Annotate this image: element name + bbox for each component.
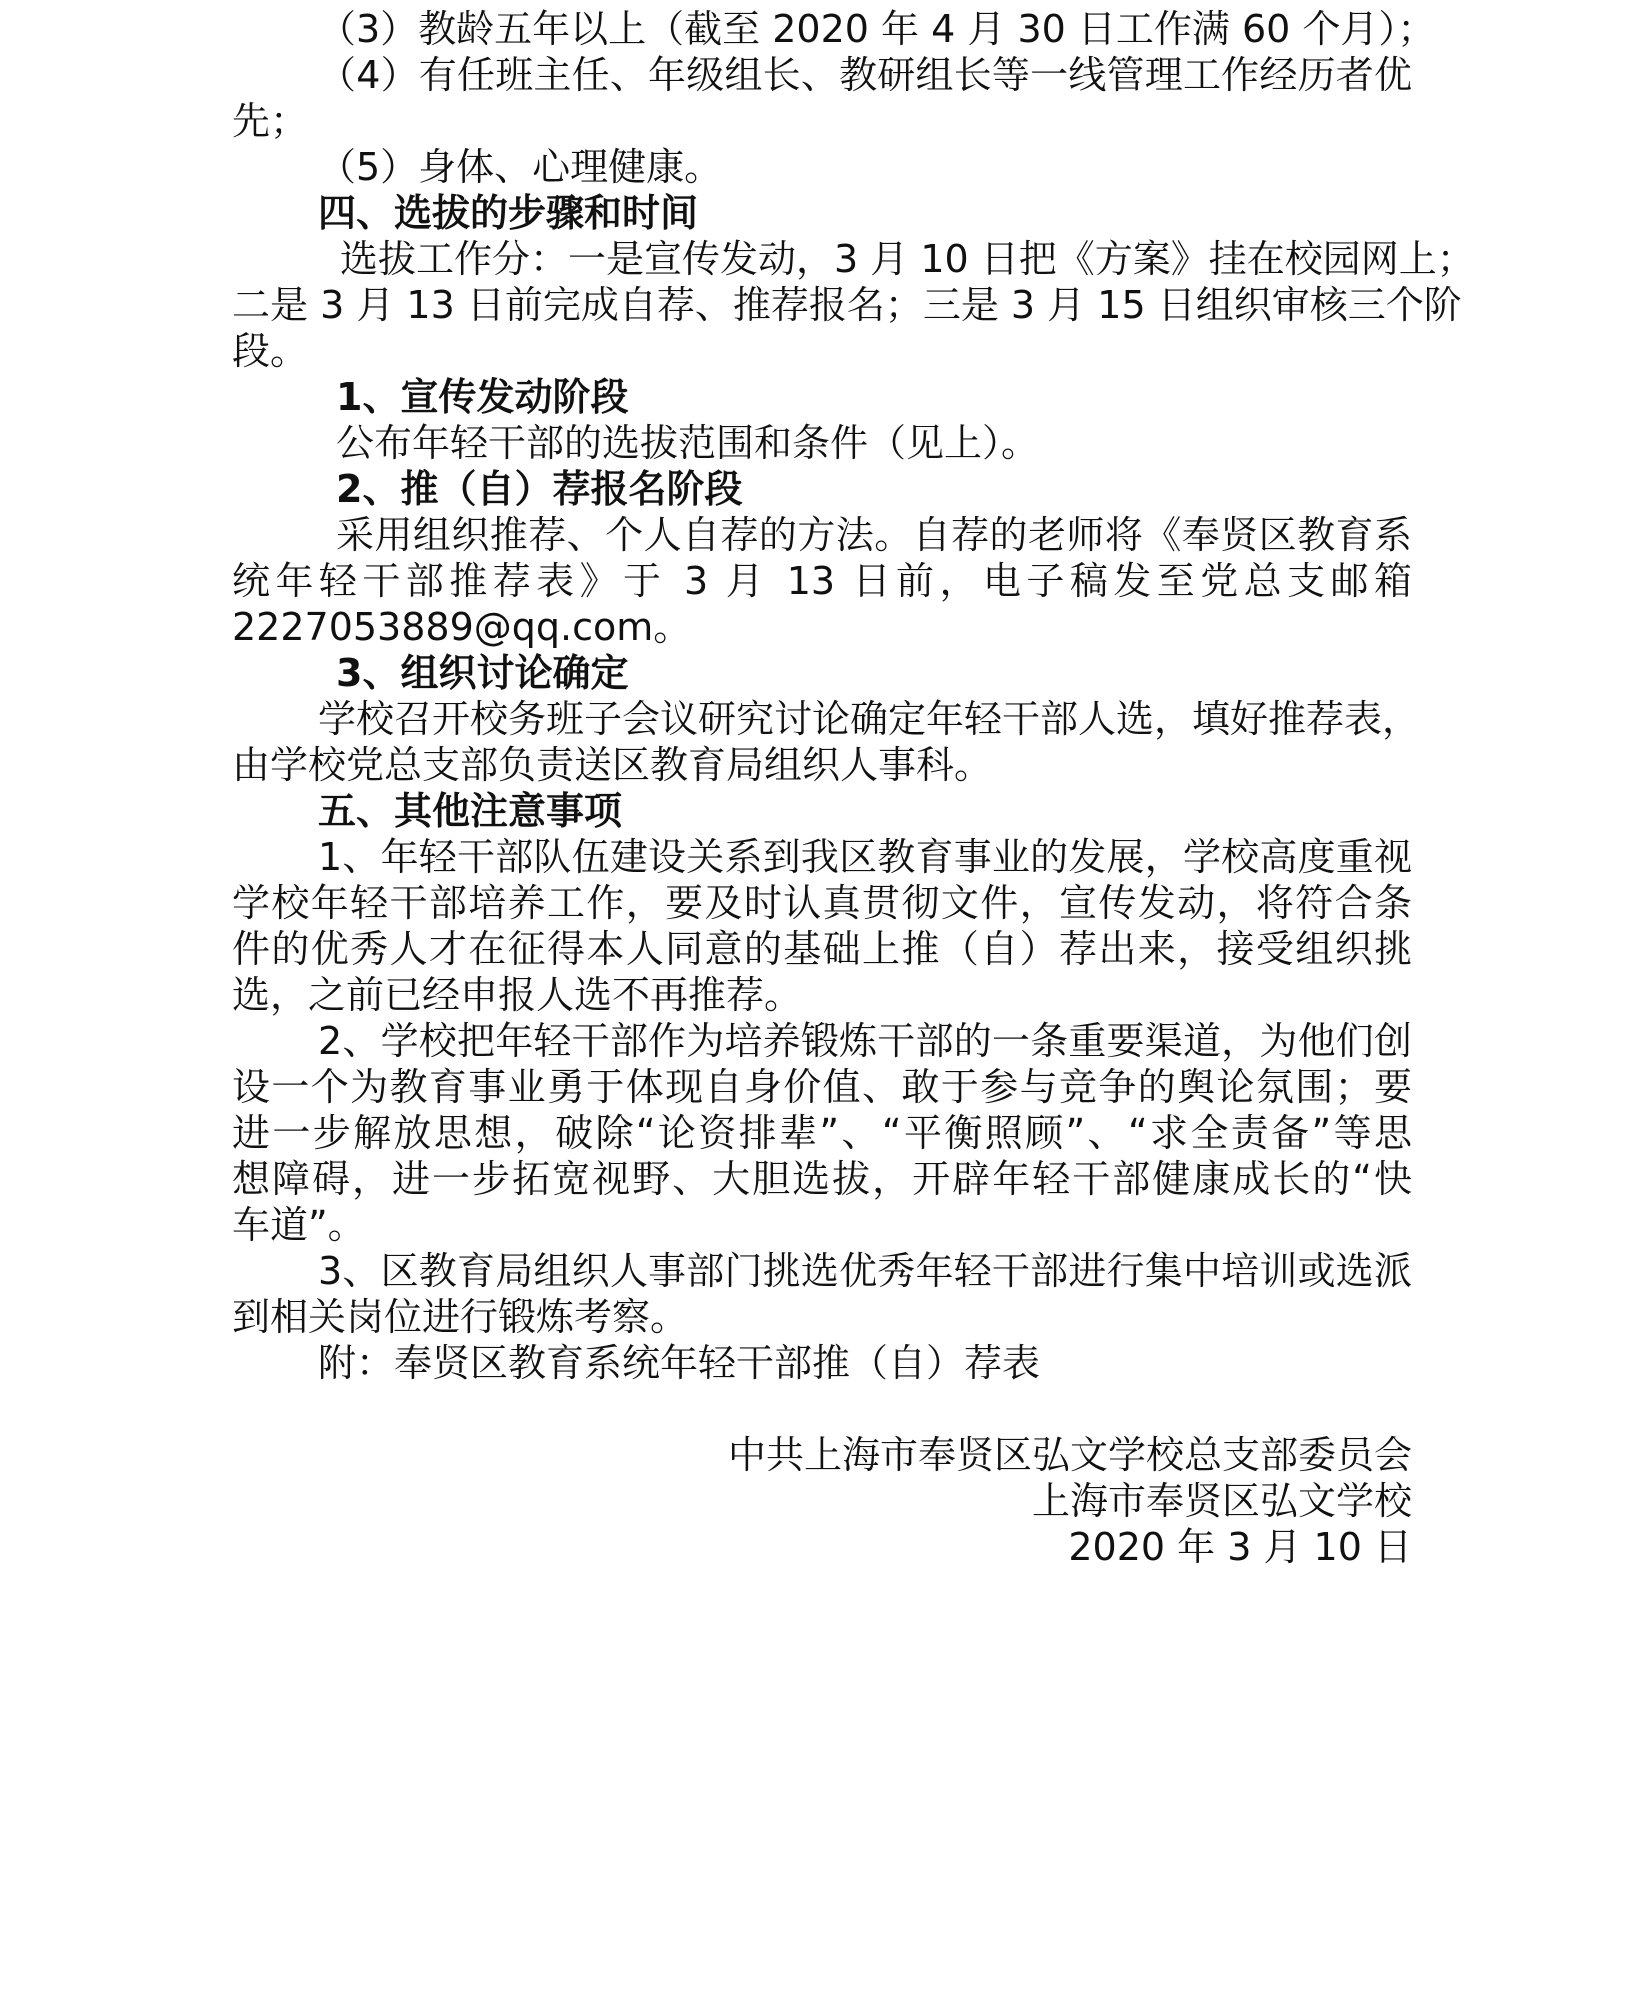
subsection-2-line-3: 2227053889@qq.com。 — [232, 605, 692, 649]
condition-4-line-2: 先； — [232, 99, 309, 143]
subsection-3-line-2: 由学校党总支部负责送区教育局组织人事科。 — [232, 743, 993, 787]
note-2-line-4: 想障碍，进一步拓宽视野、大胆选拔，开辟年轻干部健康成长的“快 — [232, 1157, 1412, 1201]
attachment-line: 附：奉贤区教育系统年轻干部推（自）荐表 — [318, 1341, 1041, 1385]
signature-date: 2020 年 3 月 10 日 — [1068, 1525, 1412, 1569]
signature-org-school: 上海市奉贤区弘文学校 — [1031, 1479, 1412, 1523]
subsection-heading-3: 3、组织讨论确定 — [336, 651, 629, 695]
condition-5: （5）身体、心理健康。 — [318, 145, 723, 189]
note-1-line-3: 件的优秀人才在征得本人同意的基础上推（自）荐出来，接受组织挑 — [232, 927, 1412, 971]
condition-3: （3）教龄五年以上（截至 2020 年 4 月 30 日工作满 60 个月）； — [318, 7, 1436, 51]
note-2-line-3: 进一步解放思想，破除“论资排辈”、“平衡照顾”、“求全责备”等思 — [232, 1111, 1412, 1155]
selection-paragraph-line-1: 选拔工作分：一是宣传发动，3 月 10 日把《方案》挂在校园网上； — [340, 237, 1475, 281]
selection-paragraph-line-2: 二是 3 月 13 日前完成自荐、推荐报名；三是 3 月 15 日组织审核三个阶 — [232, 283, 1462, 327]
signature-org-party: 中共上海市奉贤区弘文学校总支部委员会 — [727, 1433, 1412, 1477]
note-1-line-4: 选，之前已经申报人选不再推荐。 — [232, 973, 803, 1017]
subsection-1-text: 公布年轻干部的选拔范围和条件（见上）。 — [336, 421, 1040, 465]
note-3-line-2: 到相关岗位进行锻炼考察。 — [232, 1295, 689, 1339]
selection-paragraph-line-3: 段。 — [232, 329, 309, 373]
section-heading-5: 五、其他注意事项 — [318, 789, 623, 833]
subsection-3-line-1: 学校召开校务班子会议研究讨论确定年轻干部人选，填好推荐表， — [318, 697, 1421, 741]
note-2-line-1: 2、学校把年轻干部作为培养锻炼干部的一条重要渠道，为他们创 — [318, 1019, 1412, 1063]
subsection-2-line-2: 统年轻干部推荐表》于 3 月 13 日前，电子稿发至党总支邮箱 — [232, 559, 1412, 603]
note-3-line-1: 3、区教育局组织人事部门挑选优秀年轻干部进行集中培训或选派 — [318, 1249, 1412, 1293]
note-2-line-2: 设一个为教育事业勇于体现自身价值、敢于参与竞争的舆论氛围；要 — [232, 1065, 1412, 1109]
note-1-line-1: 1、年轻干部队伍建设关系到我区教育事业的发展，学校高度重视 — [318, 835, 1412, 879]
subsection-heading-1: 1、宣传发动阶段 — [336, 375, 629, 419]
subsection-heading-2: 2、推（自）荐报名阶段 — [336, 467, 743, 511]
note-1-line-2: 学校年轻干部培养工作，要及时认真贯彻文件，宣传发动，将符合条 — [232, 881, 1412, 925]
condition-4-line-1: （4）有任班主任、年级组长、教研组长等一线管理工作经历者优 — [318, 53, 1412, 97]
section-heading-4: 四、选拔的步骤和时间 — [318, 191, 699, 235]
subsection-2-line-1: 采用组织推荐、个人自荐的方法。自荐的老师将《奉贤区教育系 — [336, 513, 1412, 557]
note-2-line-5: 车道”。 — [232, 1203, 366, 1247]
